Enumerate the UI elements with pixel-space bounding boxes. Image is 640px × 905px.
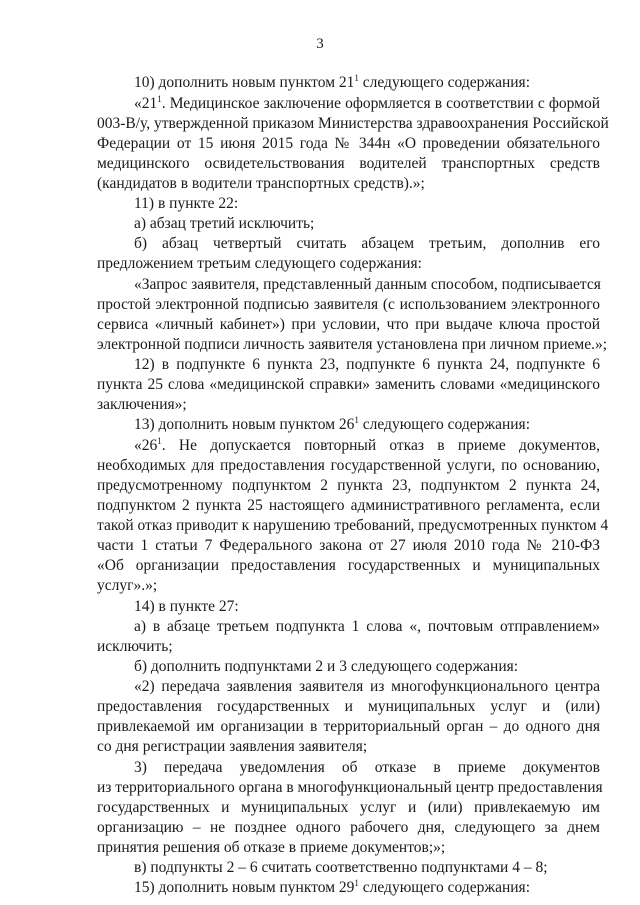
text-line: предоставления государственных и муниципальных услуг и (или) [97,698,600,715]
text-line: организацию – не позднее одного рабочего дня, следующего за днем [97,819,600,836]
text-line: предусмотренному подпунктом 2 пункта 23, подпунктом 2 пункта 24, [97,477,600,494]
text-line: а) абзац третий исключить; [134,215,315,232]
text-line: 11) в пункте 22: [134,195,239,212]
text-line: «2) передача заявления заявителя из многофункционального центра [134,678,600,695]
text-line: 13) дополнить новым пунктом $26^1$ следующего содержания: [134,415,530,433]
text-line: заключения»; [97,396,187,413]
text-line: электронной подписи личность заявителя установлена при личном приеме.»; [97,336,608,353]
text-line: такой отказ приводит к нарушению требований, предусмотренных пунктом 4 [97,517,609,534]
text-line: 12) в подпункте 6 пункта 23, подпункте 6 пункта 24, подпункте 6 [134,356,600,373]
text-line: 3) передача уведомления об отказе в приеме документов [134,759,600,776]
text-line: со дня регистрации заявления заявителя; [97,738,368,755]
text-line: б) дополнить подпунктами 2 и 3 следующего содержания: [134,658,519,675]
text-line: Федерации от 15 июня 2015 года № 344н «О проведении обязательного [97,135,600,152]
text-line: 14) в пункте 27: [134,598,239,615]
text-line: «$21^1$. Медицинское заключение оформляется в соответствии с формой [134,94,600,112]
text-line: 15) дополнить новым пунктом $29^1$ следующего содержания: [134,878,530,896]
text-line: 003-В/у, утвержденной приказом Министерства здравоохранения Российской [97,115,609,132]
text-line: исключить; [97,638,173,655]
text-line: в) подпункты 2 – 6 считать соответственно подпунктами 4 – 8; [134,859,548,876]
text-line: услуг».»; [97,577,158,594]
text-line: сервиса «личный кабинет») при условии, что при выдаче ключа простой [97,316,600,333]
text-line: государственных и муниципальных услуг и (или) привлекаемую им [97,799,600,816]
text-line: медицинского освидетельствования водителей транспортных средств [97,155,600,172]
text-line: 10) дополнить новым пунктом $21^1$ следующего содержания: [134,73,530,91]
text-line: части 1 статьи 7 Федерального закона от 27 июля 2010 года № 210-ФЗ [97,537,600,554]
text-line: (кандидатов в водители транспортных средств).»; [97,175,425,192]
text-line: «Запрос заявителя, представленный данным способом, подписывается [134,276,601,293]
text-line: б) абзац четвертый считать абзацем третьим, дополнив его [134,235,600,252]
text-line: предложением третьим следующего содержания: [97,255,422,272]
text-line: а) в абзаце третьем подпункта 1 слова «, почтовым отправлением» [134,618,600,635]
text-line: принятия решения об отказе в приеме документов;»; [97,839,446,856]
text-line: «Об организации предоставления государственных и муниципальных [97,557,600,574]
text-line: из территориального органа в многофункциональный центр предоставления [97,779,603,796]
text-line: необходимых для предоставления государственной услуги, по основанию, [97,457,600,474]
text-line: подпунктом 2 пункта 25 настоящего административного регламента, если [97,497,600,514]
page-number: 3 [316,36,324,52]
text-line: привлекаемой им организации в территориальный орган – до одного дня [97,718,600,735]
text-line: пункта 25 слова «медицинской справки» заменить словами «медицинского [97,376,600,393]
text-line: простой электронной подписью заявителя (с использованием электронного [97,296,600,313]
text-line: «$26^1$. Не допускается повторный отказ в приеме документов, [134,436,600,454]
